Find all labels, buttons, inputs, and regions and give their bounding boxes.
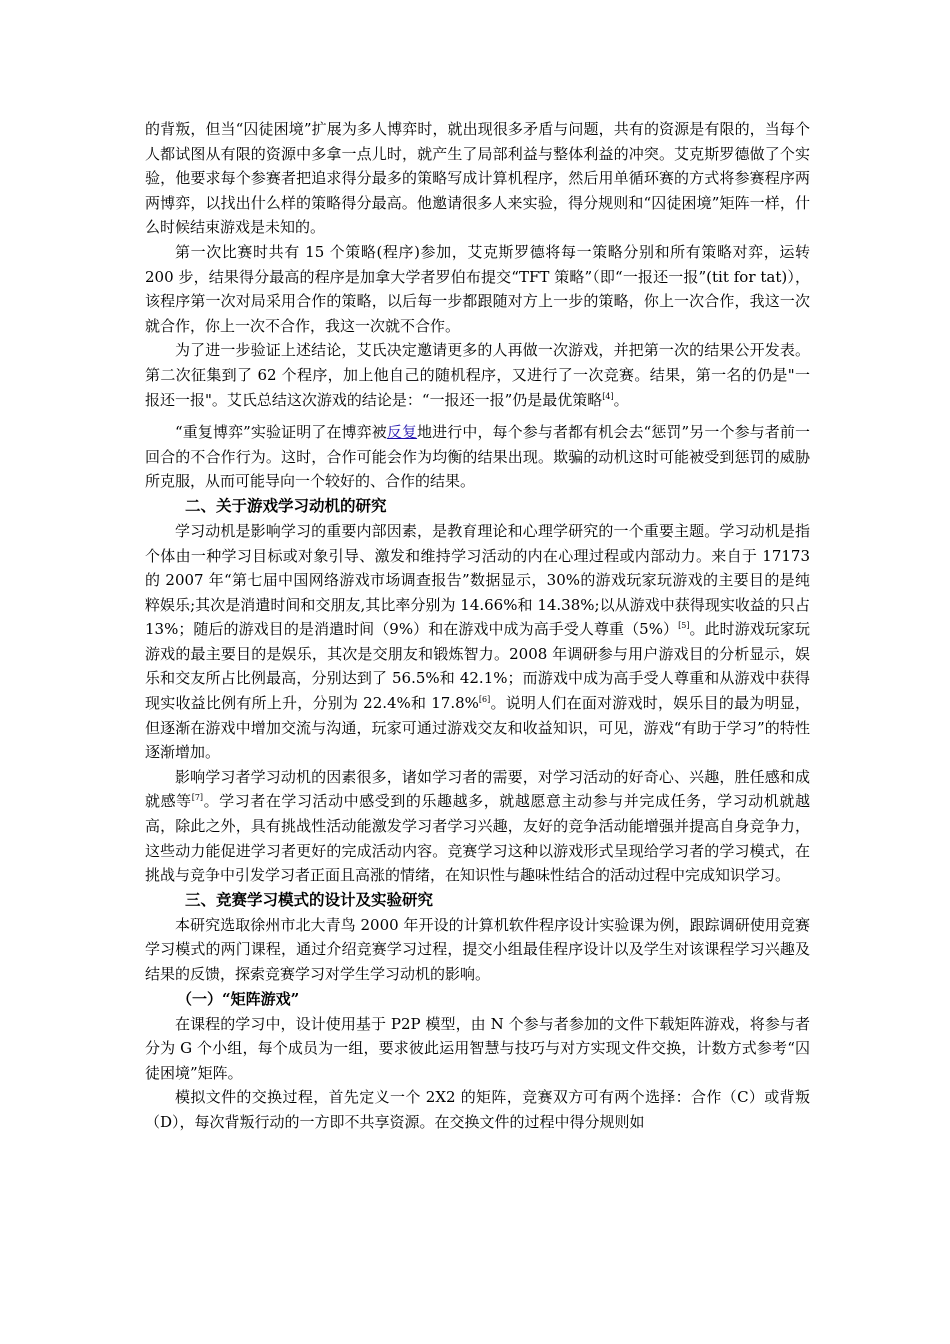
citation-ref: [6] bbox=[478, 695, 491, 705]
paragraph-text: 。学习者在学习活动中感受到的乐趣越多，就越愿意主动参与并完成任务，学习动机就越高，除此之外，具有挑战性活动能激发学习者学习兴趣，友好的竞争活动能增强并提高自身竞争力，这些动力能促进学习者更好的完成活动内容。竞赛学习这种以游戏形式呈现给学习者的学习模式，在挑战与竞争中引发学习者正面且高涨的情绪，在知识性与趣味性结合的活动过程中完成知识学习。 bbox=[145, 792, 810, 885]
citation-ref: [7] bbox=[191, 793, 204, 803]
paragraph-repeated-game bbox=[145, 420, 810, 494]
paragraph-motivation-factors bbox=[145, 765, 810, 888]
citation-ref: [4] bbox=[602, 391, 614, 401]
paragraph-exchange-process: 模拟文件的交换过程，首先定义一个 2X2 的矩阵，竞赛双方可有两个选择：合作（C）或背叛（D），每次背叛行动的一方即不共享资源。在交换文件的过程中得分规则如 bbox=[145, 1088, 810, 1131]
citation-ref: [5] bbox=[678, 621, 690, 631]
paragraph-text: 。 bbox=[613, 390, 629, 409]
paragraph-second-tournament bbox=[145, 338, 810, 412]
section-heading-2: 二、关于游戏学习动机的研究 bbox=[185, 496, 387, 515]
subsection-heading-matrix-game: （一）“矩阵游戏” bbox=[177, 989, 300, 1008]
paragraph-matrix-game: 在课程的学习中，设计使用基于 P2P 模型，由 N 个参与者参加的文件下载矩阵游戏，将参与者分为 G 个小组，每个成员为一组，要求彼此运用智慧与技巧与对方实现文件交换，计数方式参考“囚徒困境”矩阵。 bbox=[145, 1014, 810, 1082]
paragraph-study-design: 本研究选取徐州市北大青鸟 2000 年开设的计算机软件程序设计实验课为例，跟踪调研使用竞赛学习模式的两门课程，通过介绍竞赛学习过程，提交小组最佳程序设计以及学生对该课程学习兴趣及结果的反馈，探索竞赛学习对学生学习动机的影响。 bbox=[145, 915, 810, 983]
hyperlink-fanfu[interactable]: 反复 bbox=[386, 423, 418, 442]
paragraph-learning-motivation bbox=[145, 519, 810, 765]
document-page bbox=[145, 117, 810, 1135]
paragraph-text: 影响学习者学习动机的因素很多，诸如学习者的需要，对学习活动的好奇心、兴趣，胜任感和成就感等 bbox=[145, 767, 810, 811]
paragraph-prisoners-dilemma-intro: 的背叛，但当“囚徒困境”扩展为多人博弈时，就出现很多矛盾与问题，共有的资源是有限的，当每个人都试图从有限的资源中多拿一点儿时，就产生了局部利益与整体利益的冲突。艾克斯罗德做了个实验，他要求每个参赛者把追求得分最多的策略写成计算机程序，然后用单循环赛的方式将参赛程序两两博弈，以找出什么样的策略得分最高。他邀请很多人来实验，得分规则和“囚徒困境”矩阵一样，什么时候结束游戏是未知的。 bbox=[145, 120, 810, 237]
section-heading-3: 三、竞赛学习模式的设计及实验研究 bbox=[185, 890, 434, 909]
paragraph-text: 地进行中，每个参与者都有机会去“惩罚”另一个参与者前一回合的不合作行为。这时，合作可能会作为均衡的结果出现。欺骗的动机这时可能被受到惩罚的威胁所克服，从而可能导向一个较好的、合作的结果。 bbox=[145, 423, 810, 491]
paragraph-first-tournament: 第一次比赛时共有 15 个策略(程序)参加，艾克斯罗德将每一策略分别和所有策略对弈，运转 200 步，结果得分最高的程序是加拿大学者罗伯布提交“TFT 策略”（即“一报还一报”(tit for tat)），该程序第一次对局采用合作的策略，以后每一步都跟随对方上一步的策略，你上一次合作，我这一次就合作，你上一次不合作，我这一次就不合作。 bbox=[145, 242, 810, 335]
paragraph-text: 。此时游戏玩家玩游戏的最主要目的是娱乐，其次是交朋友和锻炼智力。2008 年调研参与用户游戏目的分析显示，娱乐和交友所占比例最高，分别达到了 56.5%和 42.1%；而游戏中成为高手受人尊重和从游戏中获得现实收益比例有所上升，分别为 22.4%和 17.8% bbox=[145, 620, 810, 713]
paragraph-text: 学习动机是影响学习的重要内部因素，是教育理论和心理学研究的一个重要主题。学习动机是指个体由一种学习目标或对象引导、激发和维持学习活动的内在心理过程或内部动力。来自于 17173 的 2007 年“第七届中国网络游戏市场调查报告”数据显示，30%的游戏玩家玩游戏的主要目的是纯粹娱乐;其次是消遣时间和交朋友,其比率分别为 14.66%和 14.38%;以从游戏中获得现实收益的只占 13%；随后的游戏目的是消遣时间（9%）和在游戏中成为高手受人尊重（5%） bbox=[145, 521, 810, 639]
paragraph-text: 为了进一步验证上述结论，艾氏决定邀请更多的人再做一次游戏，并把第一次的结果公开发表。第二次征集到了 62 个程序，加上他自己的随机程序，又进行了一次竞赛。结果，第一名的仍是"一报还一报"。艾氏总结这次游戏的结论是：“一报还一报”仍是最优策略 bbox=[145, 341, 810, 409]
paragraph-text: “重复博弈”实验证明了在博弈被 bbox=[175, 423, 387, 442]
paragraph-text: 。说明人们在面对游戏时，娱乐目的最为明显，但逐渐在游戏中增加交流与沟通，玩家可通过游戏交友和收益知识，可见，游戏“有助于学习”的特性逐渐增加。 bbox=[145, 694, 810, 762]
